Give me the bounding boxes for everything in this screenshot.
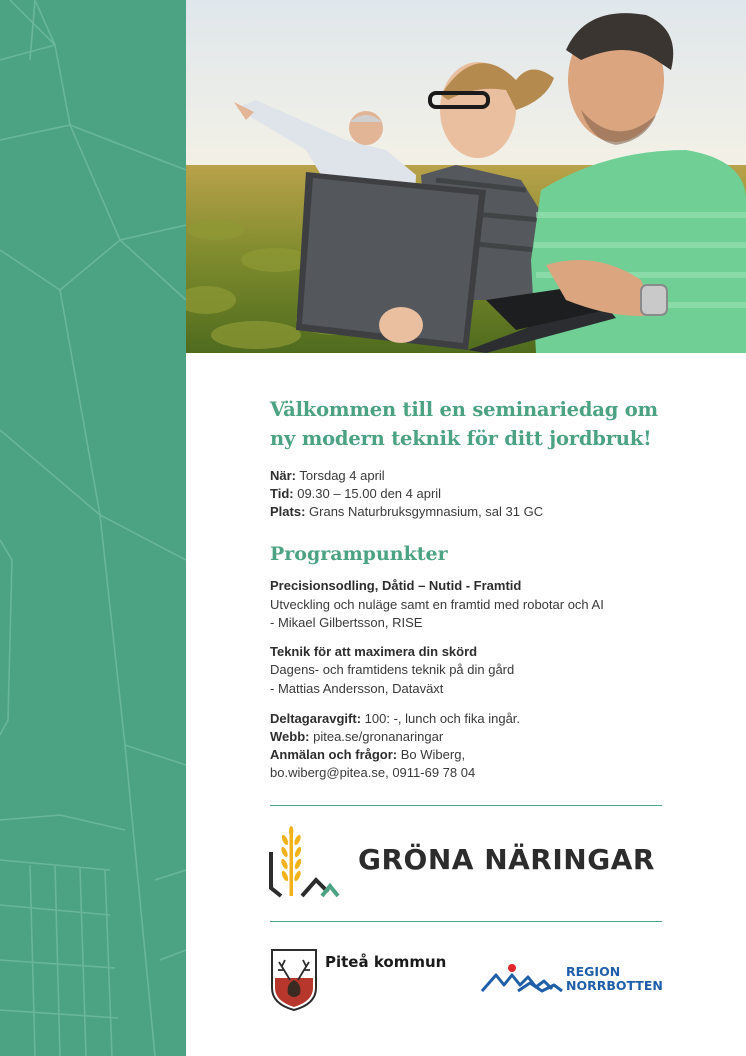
contact-name: Bo Wiberg,	[400, 747, 466, 762]
place-value: Grans Naturbruksgymnasium, sal 31 GC	[309, 504, 544, 519]
place-label: Plats:	[270, 504, 306, 519]
event-details	[270, 710, 665, 782]
fee-label: Deltagaravgift:	[270, 711, 362, 726]
program-item	[270, 643, 665, 699]
divider-top	[270, 805, 662, 806]
contact-email-phone[interactable]: bo.wiberg@pitea.se, 0911-69 78 04	[270, 765, 476, 780]
event-when	[270, 467, 665, 485]
main-content	[270, 395, 665, 782]
region-norrbotten-logo-icon	[480, 963, 564, 995]
grona-naringar-wordmark: GRÖNA NÄRINGAR	[358, 843, 655, 876]
farmers-in-field-image	[186, 0, 746, 353]
wheat-house-logo-icon	[268, 826, 342, 898]
hero-photo	[186, 0, 746, 353]
web-label: Webb:	[270, 729, 310, 744]
program-item-title: Teknik för att maximera din skörd	[270, 643, 478, 659]
program-title: Programpunkter	[270, 543, 448, 565]
headline-line-2: ny modern teknik för ditt jordbruk!	[270, 427, 652, 450]
web-link[interactable]: pitea.se/gronanaringar	[313, 729, 444, 744]
time-label: Tid:	[270, 486, 294, 501]
divider-bottom	[270, 921, 662, 922]
event-place	[270, 503, 665, 521]
contact-label: Anmälan och frågor:	[270, 747, 398, 762]
when-label: När:	[270, 468, 297, 483]
pitea-coat-of-arms-icon	[270, 948, 318, 1012]
program-item-speaker: - Mikael Gilbertsson, RISE	[270, 615, 423, 630]
web-row	[270, 728, 665, 746]
field-map-pattern	[0, 0, 186, 1056]
region-line-2: NORRBOTTEN	[566, 978, 663, 993]
event-info	[270, 467, 665, 521]
contact-row	[270, 746, 665, 764]
when-value: Torsdag 4 april	[299, 468, 385, 483]
decorative-sidebar	[0, 0, 186, 1056]
program-item-speaker: - Mattias Andersson, Dataväxt	[270, 680, 444, 696]
pitea-kommun-name: Piteå kommun	[325, 953, 447, 971]
program-item-title: Precisionsodling, Dåtid – Nutid - Framtid	[270, 578, 522, 593]
fee-row	[270, 710, 665, 728]
event-time	[270, 485, 665, 503]
headline-line-1: Välkommen till en seminariedag om	[270, 398, 658, 421]
region-norrbotten-wordmark	[566, 965, 663, 993]
fee-value: 100: -, lunch och fika ingår.	[364, 711, 521, 726]
program-item-description: Dagens- och framtidens teknik på din gård	[270, 662, 515, 677]
time-value: 09.30 – 15.00 den 4 april	[297, 486, 442, 501]
program-item-description: Utveckling och nuläge samt en framtid med robotar och AI	[270, 596, 604, 612]
region-line-1: REGION	[566, 964, 621, 979]
headline	[270, 395, 665, 453]
program-item	[270, 577, 665, 633]
